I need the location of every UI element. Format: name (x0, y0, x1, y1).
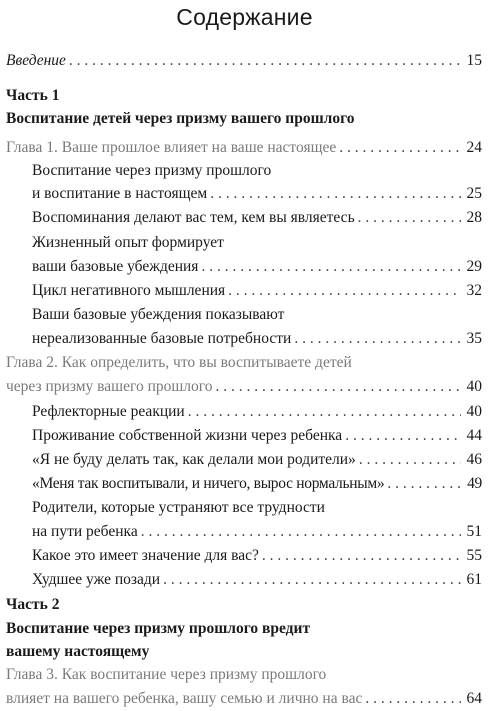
page-number: 55 (466, 547, 482, 564)
toc-entry-section[interactable] (32, 545, 482, 567)
chapter-title: через призму вашего прошлого (6, 378, 213, 395)
page-number: 40 (466, 403, 482, 420)
dot-leader (201, 256, 461, 278)
part-1-title: Воспитание детей через призму вашего прошлого (6, 110, 355, 127)
section-line: Жизненный опыт формирует (32, 234, 224, 251)
section-title: ваши базовые убеждения (32, 258, 199, 275)
dot-leader (339, 137, 461, 159)
section-title: Цикл негативного мышления (32, 282, 226, 299)
dot-leader (210, 183, 461, 205)
toc-entry-section[interactable] (32, 207, 482, 229)
toc-entry-section[interactable] (32, 183, 482, 205)
section-title: нереализованные базовые потребности (32, 330, 292, 347)
part-2-title-line: вашему настоящему (6, 643, 150, 660)
page-number: 25 (466, 185, 482, 202)
page-number: 44 (466, 427, 482, 444)
chapter-title-line: Глава 2. Как определить, что вы воспитываете детей (6, 354, 352, 371)
section-line: Воспитание через призму прошлого (32, 162, 272, 179)
dot-leader (387, 473, 461, 495)
dot-leader (163, 569, 461, 591)
section-title: Проживание собственной жизни через ребенка (32, 427, 343, 444)
page-number: 46 (466, 451, 482, 468)
section-title: Рефлекторные реакции (32, 403, 185, 420)
page-number: 64 (466, 690, 482, 707)
page-number: 49 (467, 475, 482, 492)
dot-leader (345, 425, 461, 447)
part-1-label: Часть 1 (6, 87, 60, 104)
section-title: Какое это имеет значение для вас? (32, 547, 259, 564)
page-number: 28 (466, 209, 482, 226)
toc-entry-section[interactable] (32, 280, 482, 302)
section-line: Родители, которые устраняют все трудности (32, 499, 325, 516)
page-number: 51 (466, 523, 482, 540)
page-number: 40 (466, 378, 482, 395)
dot-leader (228, 280, 461, 302)
section-title: Воспоминания делают вас тем, кем вы являетесь (32, 209, 355, 226)
toc-entry-section[interactable] (32, 449, 482, 471)
dot-leader (358, 207, 461, 229)
toc-entry-label: Введение (6, 52, 66, 69)
section-title: и воспитание в настоящем (32, 185, 208, 202)
dot-leader (141, 521, 461, 543)
dot-leader (262, 545, 461, 567)
section-title: Худшее уже позади (32, 571, 161, 588)
dot-leader (294, 328, 461, 350)
part-2-label: Часть 2 (6, 596, 60, 613)
toc-entry-section[interactable] (32, 473, 482, 495)
page-number: 35 (466, 330, 482, 347)
chapter-title: Глава 1. Ваше прошлое влияет на ваше настоящее (6, 139, 337, 156)
section-title: «Я не буду делать так, как делали мои родители» (32, 451, 356, 468)
toc-entry-section[interactable] (32, 569, 482, 591)
section-title: «Меня так воспитывали, и ничего, вырос нормальным» (32, 475, 385, 492)
page-title: Содержание (176, 4, 313, 30)
section-title: на пути ребенка (32, 523, 138, 540)
page-number: 61 (466, 571, 482, 588)
toc-entry-chapter-3[interactable] (6, 688, 482, 710)
dot-leader (216, 376, 461, 398)
page-number: 15 (466, 52, 482, 69)
dot-leader (365, 688, 461, 710)
toc-entry-section[interactable] (32, 256, 482, 278)
dot-leader (69, 50, 461, 72)
toc-entry-section[interactable] (32, 328, 482, 350)
dot-leader (188, 401, 461, 423)
toc-entry-chapter-2[interactable] (6, 376, 482, 398)
chapter-title-line: Глава 3. Как воспитание через призму прошлого (6, 666, 327, 683)
toc-entry-intro[interactable] (6, 50, 482, 72)
part-2-title-line: Воспитание через призму прошлого вредит (6, 620, 311, 637)
dot-leader (359, 449, 461, 471)
page-number: 32 (466, 282, 482, 299)
toc-entry-section[interactable] (32, 521, 482, 543)
chapter-title: влияет на вашего ребенка, вашу семью и лично на вас (6, 690, 363, 707)
toc-entry-section[interactable] (32, 425, 482, 447)
page-number: 24 (466, 139, 482, 156)
section-line: Ваши базовые убеждения показывают (32, 306, 285, 323)
page-number: 29 (466, 258, 482, 275)
toc-entry-chapter-1[interactable] (6, 137, 482, 159)
toc-entry-section[interactable] (32, 401, 482, 423)
